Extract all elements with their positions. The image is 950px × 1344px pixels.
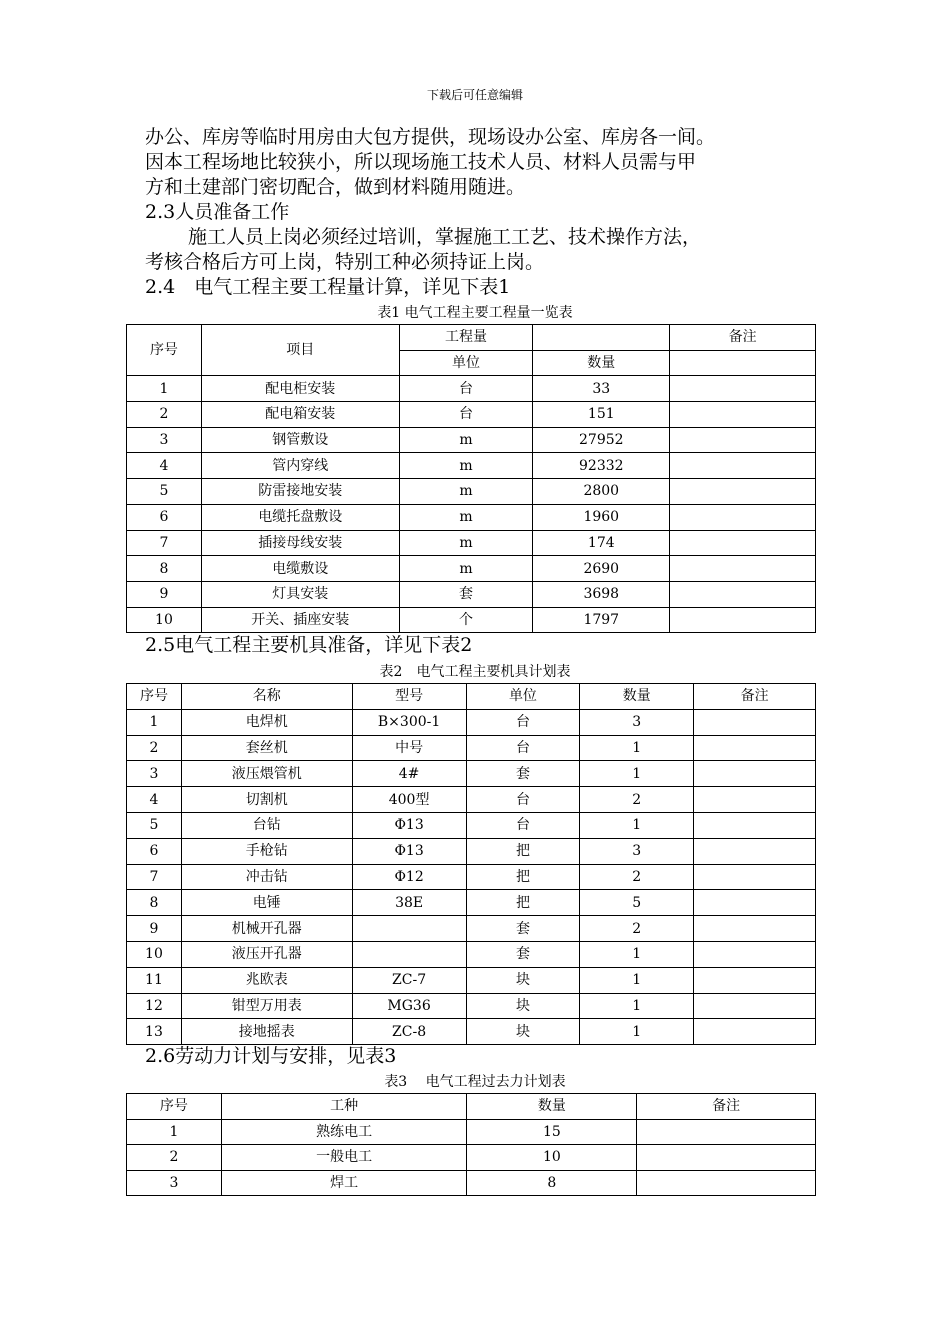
section-heading-2-5: 2.5电气工程主要机具准备，详见下表2: [145, 634, 473, 656]
table-cell-item: 灯具安装: [201, 581, 399, 607]
table-cell-model: Φ12: [352, 864, 466, 890]
table-cell-qty: 15: [467, 1119, 637, 1145]
table-cell-amount: 92332: [533, 453, 670, 479]
table-row: [127, 864, 816, 890]
table-cell-item: 配电柜安装: [201, 376, 399, 402]
table-cell-qty: 8: [467, 1170, 637, 1196]
table-cell-remark: [694, 916, 816, 942]
table-row: [127, 812, 816, 838]
table-row: [127, 1145, 816, 1171]
table1-quantities: [126, 324, 816, 633]
table-cell-unit: 套: [466, 916, 580, 942]
table1-header-unit: 单位: [399, 350, 533, 376]
table1-header-blank: [533, 325, 670, 351]
table-cell-trade: 焊工: [221, 1170, 467, 1196]
table-cell-item: 防雷接地安装: [201, 479, 399, 505]
table-row: [127, 787, 816, 813]
table-row: [127, 402, 816, 428]
table-cell-name: 液压开孔器: [181, 941, 352, 967]
table-row: [127, 453, 816, 479]
table-cell-name: 兆欧表: [181, 967, 352, 993]
table-row: [127, 479, 816, 505]
table1-caption: 表1 电气工程主要工程量一览表: [377, 305, 573, 321]
table3-header-cell: 数量: [467, 1094, 637, 1120]
table-cell-name: 电锤: [181, 890, 352, 916]
table-row: [127, 581, 816, 607]
table-cell-model: 4#: [352, 761, 466, 787]
table-cell-unit: 个: [399, 607, 533, 633]
paragraph-line: 因本工程场地比较狭小，所以现场施工技术人员、材料人员需与甲: [145, 151, 697, 173]
table-cell-no: 2: [127, 402, 202, 428]
table-cell-model: B×300-1: [352, 709, 466, 735]
table-cell-unit: 台: [399, 402, 533, 428]
paragraph-line: 办公、库房等临时用房由大包方提供，现场设办公室、库房各一间。: [145, 126, 716, 148]
table-cell-qty: 5: [580, 890, 694, 916]
table-cell-unit: 台: [466, 787, 580, 813]
table-cell-unit: m: [399, 530, 533, 556]
table-cell-remark: [637, 1145, 816, 1171]
table-cell-qty: 2: [580, 864, 694, 890]
table-cell-name: 切割机: [181, 787, 352, 813]
table-cell-amount: 27952: [533, 427, 670, 453]
table-cell-remark: [694, 761, 816, 787]
table-cell-item: 开关、插座安装: [201, 607, 399, 633]
table-cell-no: 1: [127, 1119, 222, 1145]
table-cell-model: [352, 941, 466, 967]
table-cell-qty: 3: [580, 838, 694, 864]
table-cell-no: 6: [127, 838, 182, 864]
table-cell-no: 10: [127, 941, 182, 967]
table-cell-no: 1: [127, 376, 202, 402]
table1-header-no: 序号: [127, 325, 202, 376]
table-cell-model: Φ13: [352, 812, 466, 838]
table-cell-qty: 1: [580, 967, 694, 993]
table-cell-name: 接地摇表: [181, 1019, 352, 1045]
table1-header-quantity-group: 工程量: [399, 325, 533, 351]
table-cell-remark: [670, 427, 816, 453]
table-cell-item: 插接母线安装: [201, 530, 399, 556]
table-cell-remark: [670, 376, 816, 402]
table-cell-no: 3: [127, 1170, 222, 1196]
table-row: [127, 838, 816, 864]
table-cell-item: 配电箱安装: [201, 402, 399, 428]
table-cell-no: 9: [127, 581, 202, 607]
table2-header-cell: 备注: [694, 684, 816, 710]
table-cell-no: 3: [127, 427, 202, 453]
table2-header-cell: 单位: [466, 684, 580, 710]
table-cell-remark: [694, 1019, 816, 1045]
table-cell-qty: 2: [580, 787, 694, 813]
table-cell-amount: 33: [533, 376, 670, 402]
table-cell-remark: [670, 607, 816, 633]
table-cell-model: ZC-8: [352, 1019, 466, 1045]
table-row: [127, 556, 816, 582]
table-cell-no: 13: [127, 1019, 182, 1045]
table-cell-model: 38E: [352, 890, 466, 916]
paragraph-line: 考核合格后方可上岗，特别工种必须持证上岗。: [145, 251, 545, 273]
table-cell-no: 6: [127, 504, 202, 530]
table-cell-unit: m: [399, 504, 533, 530]
table-cell-remark: [670, 581, 816, 607]
table-cell-unit: m: [399, 556, 533, 582]
page-header: 下载后可任意编辑: [426, 88, 523, 102]
table-cell-no: 12: [127, 993, 182, 1019]
table-row: [127, 916, 816, 942]
table-cell-remark: [637, 1119, 816, 1145]
table-cell-remark: [694, 787, 816, 813]
table-cell-unit: 台: [466, 735, 580, 761]
table-cell-remark: [694, 812, 816, 838]
table-row: [127, 607, 816, 633]
table-cell-no: 10: [127, 607, 202, 633]
table-cell-amount: 174: [533, 530, 670, 556]
table-cell-remark: [694, 967, 816, 993]
section-heading-2-3: 2.3人员准备工作: [145, 201, 290, 223]
table-cell-unit: m: [399, 427, 533, 453]
table-row: [127, 967, 816, 993]
table-cell-item: 管内穿线: [201, 453, 399, 479]
table-cell-no: 4: [127, 787, 182, 813]
table-row: [127, 1170, 816, 1196]
table-cell-name: 钳型万用表: [181, 993, 352, 1019]
table-cell-trade: 熟练电工: [221, 1119, 467, 1145]
table-cell-qty: 1: [580, 735, 694, 761]
table-cell-item: 钢管敷设: [201, 427, 399, 453]
table-cell-name: 电焊机: [181, 709, 352, 735]
table-row: [127, 709, 816, 735]
table-cell-no: 3: [127, 761, 182, 787]
table-cell-qty: 1: [580, 1019, 694, 1045]
table-cell-no: 8: [127, 556, 202, 582]
table-cell-remark: [670, 504, 816, 530]
table-row: [127, 376, 816, 402]
table-cell-model: 中号: [352, 735, 466, 761]
table1-header-remark-blank: [670, 350, 816, 376]
table-cell-no: 7: [127, 864, 182, 890]
table3-caption: 表3 电气工程过去力计划表: [384, 1074, 566, 1090]
table-cell-name: 套丝机: [181, 735, 352, 761]
table-cell-model: Φ13: [352, 838, 466, 864]
table3-labor: [126, 1093, 816, 1196]
paragraph-line: 施工人员上岗必须经过培训，掌握施工工艺、技术操作方法，: [188, 226, 702, 248]
table-cell-model: MG36: [352, 993, 466, 1019]
table1-header-item: 项目: [201, 325, 399, 376]
table-cell-name: 冲击钻: [181, 864, 352, 890]
table3-header-cell: 工种: [221, 1094, 467, 1120]
table-cell-amount: 2690: [533, 556, 670, 582]
table-cell-unit: 套: [466, 941, 580, 967]
table-cell-unit: 把: [466, 838, 580, 864]
table-cell-remark: [670, 530, 816, 556]
table-row: [127, 761, 816, 787]
table-cell-item: 电缆托盘敷设: [201, 504, 399, 530]
table-row: [127, 530, 816, 556]
table-row: [127, 427, 816, 453]
table-cell-name: 液压煨管机: [181, 761, 352, 787]
table-cell-no: 1: [127, 709, 182, 735]
table-row: [127, 735, 816, 761]
table-row: [127, 1119, 816, 1145]
table-cell-unit: 把: [466, 864, 580, 890]
table-cell-trade: 一般电工: [221, 1145, 467, 1171]
table-cell-name: 台钻: [181, 812, 352, 838]
table-cell-no: 9: [127, 916, 182, 942]
table-cell-remark: [694, 993, 816, 1019]
table-cell-remark: [670, 479, 816, 505]
table-row: [127, 890, 816, 916]
table-cell-unit: 台: [399, 376, 533, 402]
table-cell-qty: 2: [580, 916, 694, 942]
table-cell-remark: [694, 838, 816, 864]
table1-header-remark: 备注: [670, 325, 816, 351]
table-cell-unit: 块: [466, 967, 580, 993]
table-cell-no: 4: [127, 453, 202, 479]
table3-header-cell: 备注: [637, 1094, 816, 1120]
table2-header-cell: 名称: [181, 684, 352, 710]
table-cell-remark: [694, 709, 816, 735]
table-cell-unit: 套: [466, 761, 580, 787]
table-cell-remark: [694, 735, 816, 761]
table-cell-unit: m: [399, 453, 533, 479]
table-cell-no: 2: [127, 1145, 222, 1171]
table2-equipment: [126, 683, 816, 1045]
table-cell-qty: 1: [580, 761, 694, 787]
table-cell-remark: [670, 402, 816, 428]
table-cell-amount: 3698: [533, 581, 670, 607]
table-cell-model: [352, 916, 466, 942]
section-heading-2-6: 2.6劳动力计划与安排，见表3: [145, 1045, 397, 1067]
table-cell-no: 11: [127, 967, 182, 993]
table-cell-remark: [637, 1170, 816, 1196]
table-cell-unit: 块: [466, 993, 580, 1019]
table3-header-cell: 序号: [127, 1094, 222, 1120]
table-row: [127, 1019, 816, 1045]
table-cell-item: 电缆敷设: [201, 556, 399, 582]
paragraph-line: 方和土建部门密切配合，做到材料随用随进。: [145, 176, 526, 198]
table-cell-unit: m: [399, 479, 533, 505]
table-cell-amount: 1797: [533, 607, 670, 633]
table-row: [127, 993, 816, 1019]
table-cell-qty: 1: [580, 993, 694, 1019]
table-cell-no: 5: [127, 812, 182, 838]
table-cell-no: 2: [127, 735, 182, 761]
table-cell-name: 手枪钻: [181, 838, 352, 864]
table-cell-no: 8: [127, 890, 182, 916]
table-cell-remark: [694, 864, 816, 890]
table-cell-no: 5: [127, 479, 202, 505]
table-cell-remark: [694, 941, 816, 967]
table-cell-remark: [670, 453, 816, 479]
table-cell-qty: 1: [580, 941, 694, 967]
table-cell-unit: 块: [466, 1019, 580, 1045]
table2-header-cell: 序号: [127, 684, 182, 710]
section-heading-2-4: 2.4 电气工程主要工程量计算，详见下表1: [145, 276, 511, 298]
table-cell-unit: 台: [466, 812, 580, 838]
table-cell-amount: 2800: [533, 479, 670, 505]
table-cell-remark: [694, 890, 816, 916]
table-cell-no: 7: [127, 530, 202, 556]
table-row: [127, 941, 816, 967]
table-cell-unit: 把: [466, 890, 580, 916]
table-row: [127, 504, 816, 530]
table1-header-amount: 数量: [533, 350, 670, 376]
table2-caption: 表2 电气工程主要机具计划表: [379, 664, 571, 680]
table-cell-remark: [670, 556, 816, 582]
table-cell-qty: 1: [580, 812, 694, 838]
table-cell-qty: 3: [580, 709, 694, 735]
table-cell-amount: 151: [533, 402, 670, 428]
table-cell-model: ZC-7: [352, 967, 466, 993]
table-cell-model: 400型: [352, 787, 466, 813]
table-cell-name: 机械开孔器: [181, 916, 352, 942]
table-cell-qty: 10: [467, 1145, 637, 1171]
table-cell-unit: 套: [399, 581, 533, 607]
table2-header-cell: 型号: [352, 684, 466, 710]
table2-header-cell: 数量: [580, 684, 694, 710]
table-cell-amount: 1960: [533, 504, 670, 530]
table-cell-unit: 台: [466, 709, 580, 735]
